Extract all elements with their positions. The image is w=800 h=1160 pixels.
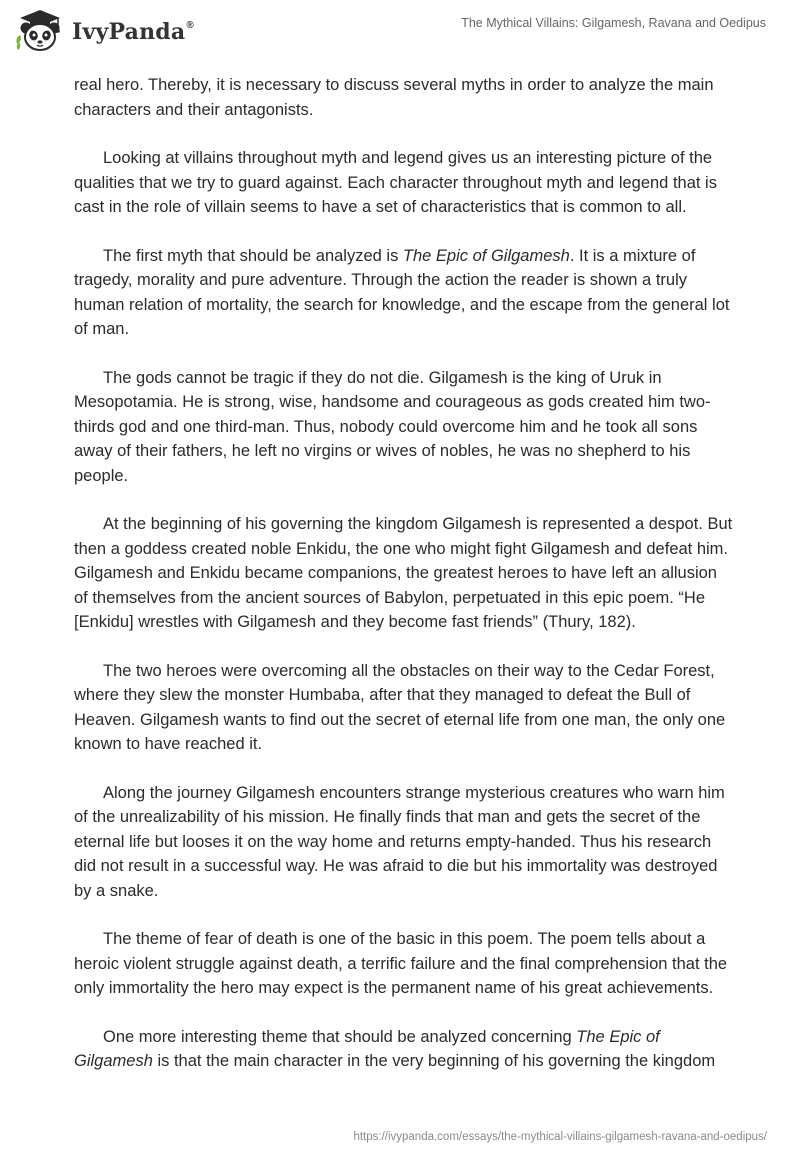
page-header xyxy=(0,0,800,60)
paragraph-2: Looking at villains throughout myth and legend gives us an interesting picture of the qualities that we try to guard against. Each character throughout myth and legend that is cast in the role of villain seems to have a set of characteristics that is common to all. xyxy=(74,149,717,216)
panda-graduate-icon xyxy=(14,8,66,54)
paragraph-3 xyxy=(74,244,734,342)
paragraph-4: The gods cannot be tragic if they do not die. Gilgamesh is the king of Uruk in Mesopotamia. He is strong, wise, handsome and courageous as gods created him two-thirds god and one third-man. Thus, nobody could overcome him and he took all sons away of their fathers, he left no virgins or wives of nobles, he was no shepherd to his people. xyxy=(74,368,711,485)
source-url-link[interactable]: https://ivypanda.com/essays/the-mythical-villains-gilgamesh-ravana-and-oedipus/ xyxy=(353,1131,767,1143)
paragraph-9-text-after: is that the main character in the very beginning of his governing the kingdom xyxy=(152,1052,716,1070)
book-title-epic-of-gilgamesh: The Epic of Gilgamesh xyxy=(74,1027,660,1070)
registered-mark: ® xyxy=(186,19,194,31)
paragraph-6: The two heroes were overcoming all the obstacles on their way to the Cedar Forest, where they slew the monster Humbaba, after that they managed to defeat the Bull of Heaven. Gilgamesh wants to find out the secret of eternal life from one man, the only one known to have reached it. xyxy=(74,661,726,753)
paragraph-3-text-after: . It is a mixture of tragedy, morality and pure adventure. Through the action the reader is shown a truly human relation of mortality, the search for knowledge, and the escape from the general lot of man. xyxy=(74,246,730,338)
ivypanda-logo[interactable] xyxy=(14,8,194,54)
paragraph-5: At the beginning of his governing the kingdom Gilgamesh is represented a despot. But then a goddess created noble Enkidu, the one who might fight Gilgamesh and defeat him. Gilgamesh and Enkidu became companions, the greatest heroes to have left an allusion of themselves from the ancient sources of Babylon, perpetuated in this epic poem. “He [Enkidu] wrestles with Gilgamesh and they become fast friends” (Thury, 182). xyxy=(74,515,733,631)
paragraph-8: The theme of fear of death is one of the basic in this poem. The poem tells about a heroic violent struggle against death, a terrific failure and the final comprehension that the only immortality the hero may expect is the permanent name of his great achievements. xyxy=(74,930,728,997)
paragraph-9 xyxy=(74,1025,734,1074)
book-title-epic-of-gilgamesh: The Epic of Gilgamesh xyxy=(402,246,570,265)
paragraph-1: real hero. Thereby, it is necessary to discuss several myths in order to analyze the main characters and their antagonists. xyxy=(74,76,714,119)
paragraph-9-text-before: One more interesting theme that should be analyzed concerning xyxy=(103,1027,577,1046)
logo-wordmark: IvyPanda® xyxy=(72,19,194,45)
paragraph-7: Along the journey Gilgamesh encounters strange mysterious creatures who warn him of the unrealizability of his mission. He finally finds that man and gets the secret of the eternal life but looses it on the way home and returns empty-handed. Thus his research did not result in a successful way. He was afraid to die but his immortality was destroyed by a snake. xyxy=(74,783,725,900)
document-title: The Mythical Villains: Gilgamesh, Ravana and Oedipus xyxy=(461,16,766,30)
essay-body xyxy=(74,73,734,1098)
paragraph-3-text-before: The first myth that should be analyzed is xyxy=(103,246,403,265)
